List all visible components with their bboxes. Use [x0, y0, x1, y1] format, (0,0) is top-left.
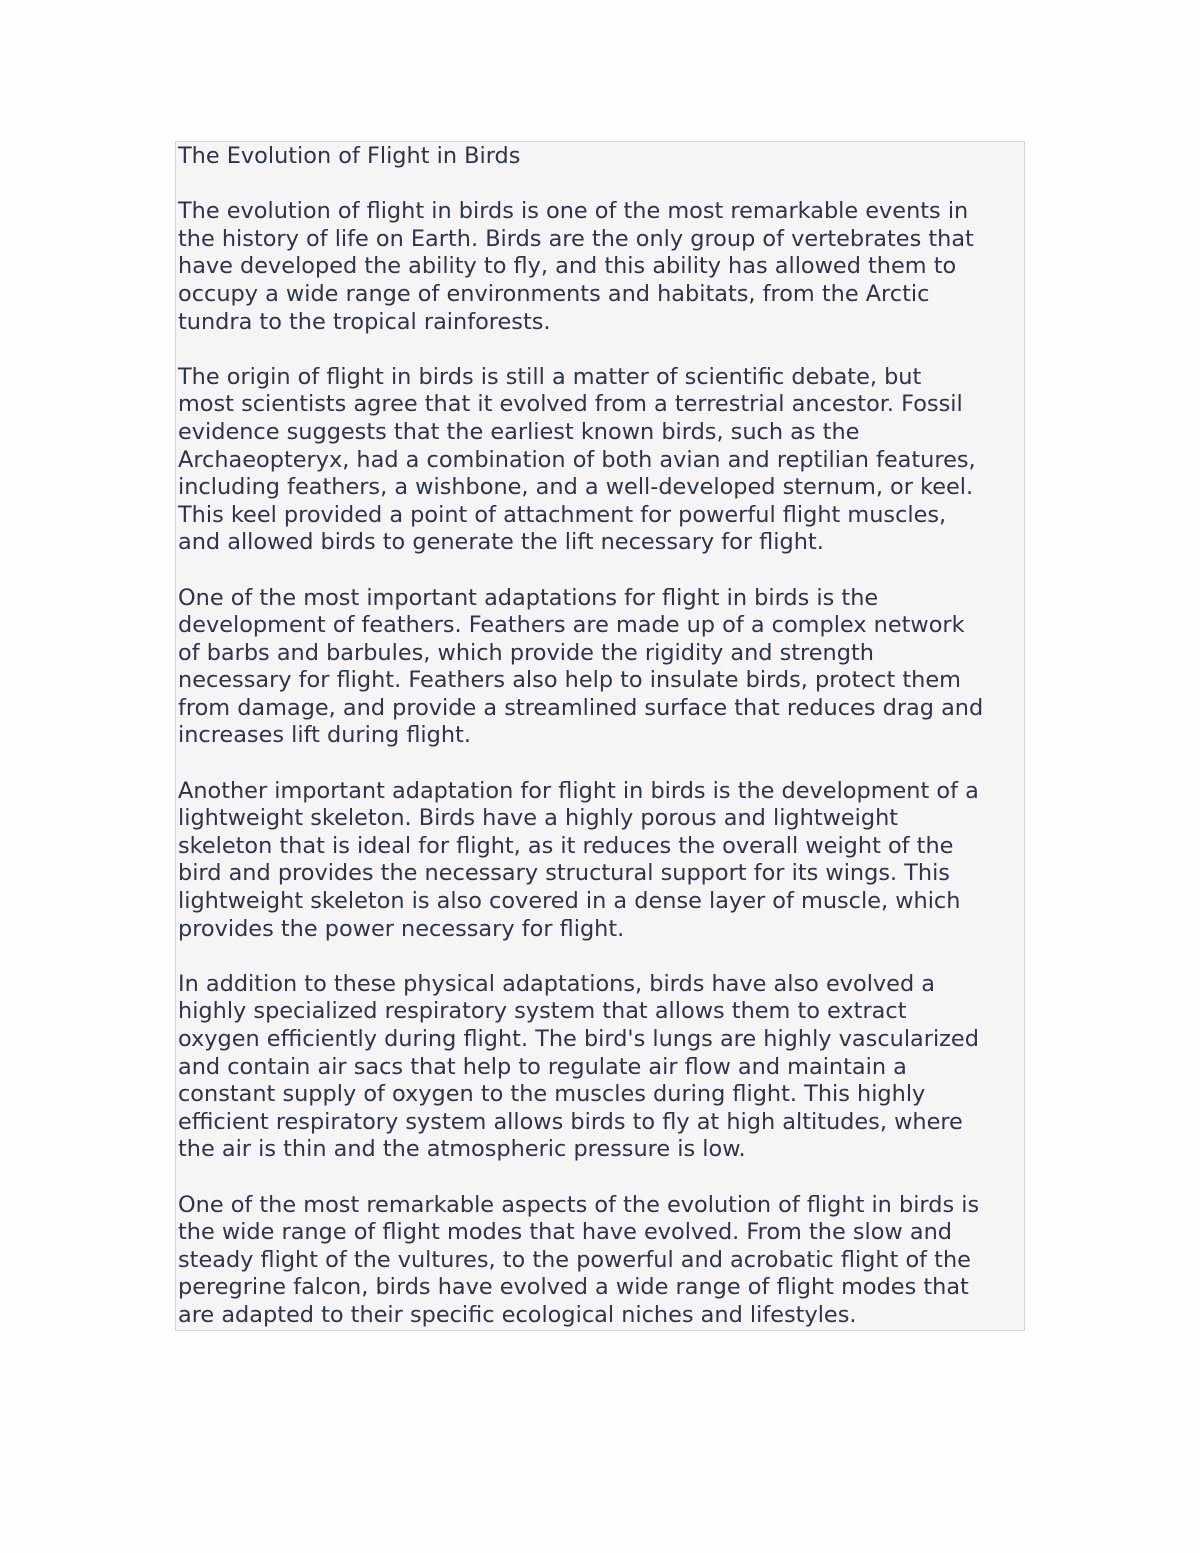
paragraph-line: steady flight of the vultures, to the powerful and acrobatic flight of the [178, 1246, 971, 1273]
paragraph-line: constant supply of oxygen to the muscles during flight. This highly [178, 1081, 926, 1108]
paragraph-line: and contain air sacs that help to regulate air flow and maintain a [178, 1053, 907, 1080]
paragraph-line: provides the power necessary for flight. [178, 915, 625, 942]
document-title: The Evolution of Flight in Birds [178, 143, 521, 169]
paragraph-line: oxygen efficiently during flight. The bird's lungs are highly vascularized [178, 1026, 979, 1052]
paragraph-line: the air is thin and the atmospheric pressure is low. [178, 1136, 746, 1163]
paragraph-line: One of the most remarkable aspects of the evolution of flight in birds is [178, 1191, 980, 1218]
paragraph-5 [178, 971, 1022, 1164]
paragraph-line: highly specialized respiratory system that allows them to extract [178, 998, 907, 1025]
paragraph-3 [178, 585, 1022, 751]
paragraph-line: lightweight skeleton is also covered in a dense layer of muscle, which [178, 888, 961, 915]
paragraph-line: Another important adaptation for flight in birds is the development of a [178, 777, 979, 804]
paragraph-line: of barbs and barbules, which provide the rigidity and strength [178, 639, 874, 666]
paragraph-4 [178, 778, 1022, 944]
paragraph-line: increases lift during flight. [178, 722, 471, 749]
paragraph-line: This keel provided a point of attachment for powerful flight muscles, [178, 501, 947, 528]
paragraph-line: In addition to these physical adaptations, birds have also evolved a [178, 970, 935, 997]
paragraph-line: the history of life on Earth. Birds are the only group of vertebrates that [178, 225, 974, 252]
paragraph-line: the wide range of flight modes that have evolved. From the slow and [178, 1219, 952, 1246]
paragraph-line: and allowed birds to generate the lift necessary for flight. [178, 529, 824, 556]
document-text-box [175, 141, 1025, 1331]
paragraph-line: including feathers, a wishbone, and a well-developed sternum, or keel. [178, 474, 974, 501]
paragraph-line: most scientists agree that it evolved from a terrestrial ancestor. Fossil [178, 391, 963, 418]
paragraph-line: evidence suggests that the earliest known birds, such as the [178, 418, 860, 445]
paragraph-line: Archaeopteryx, had a combination of both avian and reptilian features, [178, 446, 976, 473]
paragraph-line: occupy a wide range of environments and habitats, from the Arctic [178, 280, 930, 307]
paragraph-line: tundra to the tropical rainforests. [178, 308, 551, 335]
paragraph-6 [178, 1192, 1022, 1330]
paragraph-line: necessary for flight. Feathers also help to insulate birds, protect them [178, 667, 961, 694]
paragraph-line: peregrine falcon, birds have evolved a wide range of flight modes that [178, 1274, 969, 1301]
paragraph-line: efficient respiratory system allows birds to fly at high altitudes, where [178, 1108, 963, 1135]
paragraph-line: development of feathers. Feathers are made up of a complex network [178, 612, 965, 639]
paragraph-line: lightweight skeleton. Birds have a highly porous and lightweight [178, 805, 899, 832]
paragraph-line: have developed the ability to fly, and this ability has allowed them to [178, 253, 957, 280]
paragraph-line: bird and provides the necessary structural support for its wings. This [178, 860, 950, 887]
paragraph-line: One of the most important adaptations for flight in birds is the [178, 584, 879, 611]
paragraph-line: The evolution of flight in birds is one of the most remarkable events in [178, 198, 969, 225]
paragraph-line: The origin of flight in birds is still a matter of scientific debate, but [178, 363, 922, 390]
document-body [178, 198, 1022, 1329]
paragraph-line: skeleton that is ideal for flight, as it reduces the overall weight of the [178, 832, 954, 859]
paragraph-2 [178, 364, 1022, 557]
paragraph-line: from damage, and provide a streamlined surface that reduces drag and [178, 694, 984, 721]
paragraph-line: are adapted to their specific ecological niches and lifestyles. [178, 1301, 857, 1328]
paragraph-1 [178, 198, 1022, 336]
